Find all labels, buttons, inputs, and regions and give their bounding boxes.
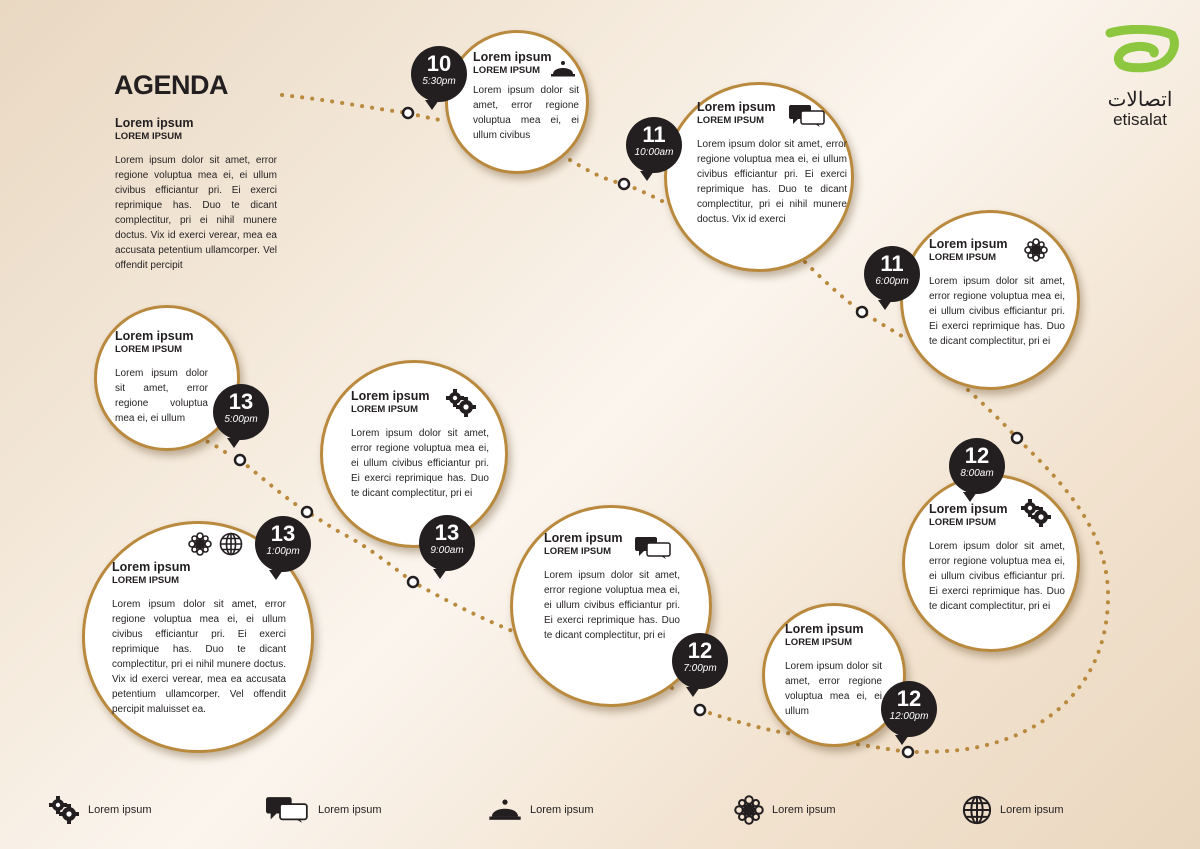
- event-date-badge: [411, 46, 467, 102]
- globe-icon: [219, 532, 243, 556]
- legend-item: [962, 792, 1064, 828]
- event-title: Lorem ipsum: [112, 560, 191, 574]
- badge-day: 13: [270, 521, 296, 546]
- event-subtitle: LOREM IPSUM: [115, 344, 183, 355]
- legend-item: [488, 792, 594, 828]
- event-body: Lorem ipsum dolor sit amet, error regione voluptua mea ei, ei ullum: [115, 368, 208, 424]
- event-body: Lorem ipsum dolor sit amet, error regione voluptua mea ei, ei ullum civibus efficiantur pri. Ei exerci reprimique has. Duo te dicant complectitur, pri ei nihil munere doctus. Vix id exerci verear, mea ea accusata petentium ullamcorper. Vel offendit percipit maluisset ea.: [112, 599, 286, 715]
- event-body: Lorem ipsum dolor sit amet, error regione voluptua mea ei, ei ullum civibus efficiantur pri. Ei exerci reprimique has. Duo te dicant complectitur, pri ei nihil munere doctus. Vix id exerci: [697, 139, 847, 225]
- event-date-badge: [213, 384, 269, 440]
- logo-arabic: اتصالات: [1107, 89, 1173, 111]
- badge-time: 10:00am: [634, 147, 674, 158]
- badge-day: 13: [434, 520, 460, 545]
- event-text: [115, 329, 208, 426]
- gears-icon: [1020, 498, 1052, 528]
- event-date-badge: [949, 438, 1005, 494]
- event-date-badge: [419, 515, 475, 571]
- event-subtitle: LOREM IPSUM: [351, 404, 419, 415]
- event-title: Lorem ipsum: [929, 502, 1008, 516]
- event-title: Lorem ipsum: [929, 237, 1008, 251]
- speech-bubbles-icon: [634, 536, 672, 560]
- event-subtitle: LOREM IPSUM: [473, 65, 541, 76]
- badge-time: 7:00pm: [683, 663, 717, 674]
- event-body: Lorem ipsum dolor sit amet, error regione voluptua mea ei, ei ullum civibus efficiantur pri. Ei exerci reprimique has. Duo te dicant complectitur, pri ei: [929, 541, 1065, 612]
- logo-mark-icon: [1100, 25, 1180, 85]
- intro-block: [115, 116, 277, 273]
- badge-day: 13: [228, 389, 254, 414]
- event-date-badge: [881, 681, 937, 737]
- badge-time: 1:00pm: [266, 546, 300, 557]
- event-subtitle: LOREM IPSUM: [929, 517, 997, 528]
- badge-day: 12: [964, 443, 990, 468]
- badge-time: 6:00pm: [875, 276, 909, 287]
- event-title: Lorem ipsum: [115, 329, 194, 343]
- legend-label: Lorem ipsum: [88, 804, 152, 816]
- badge-time: 5:30pm: [422, 76, 456, 87]
- event-subtitle: LOREM IPSUM: [697, 115, 765, 126]
- event-subtitle: LOREM IPSUM: [544, 546, 612, 557]
- event-body: Lorem ipsum dolor sit amet, error regione voluptua mea ei, ei ullum civibus efficiantur pri. Ei exerci reprimique has. Duo te dicant complectitur, pri ei: [351, 428, 489, 499]
- badge-time: 12:00pm: [889, 711, 929, 722]
- event-title: Lorem ipsum: [785, 622, 864, 636]
- event-text: [785, 622, 882, 719]
- badge-day: 10: [426, 51, 452, 76]
- legend-label: Lorem ipsum: [1000, 804, 1064, 816]
- event-body: Lorem ipsum dolor sit amet, error regione voluptua mea ei, ei ullum civibus efficiantur pri. Ei exerci reprimique has. Duo te dicant complectitur, pri ei: [544, 570, 680, 641]
- speech-bubbles-icon: [788, 104, 826, 128]
- badge-day: 12: [687, 638, 713, 663]
- event-date-badge: [255, 516, 311, 572]
- legend-item: [48, 792, 152, 828]
- intro-subheading: LOREM IPSUM: [115, 131, 183, 142]
- intro-body: Lorem ipsum dolor sit amet, error regione voluptua mea ei, ei ullum civibus efficiantur pri. Ei exerci reprimique has. Duo te dicant complectitur, pri ei nihil munere doctus. Vix id exerci verear, mea ea accusata petentium ullamcorper. Vel offendit percipit: [115, 155, 277, 271]
- event-subtitle: LOREM IPSUM: [785, 637, 853, 648]
- badge-day: 11: [880, 251, 904, 276]
- flower-icon: [1024, 238, 1048, 262]
- event-body: Lorem ipsum dolor sit amet, error regione voluptua mea ei, ei ullum civibus: [473, 85, 579, 141]
- event-title: Lorem ipsum: [544, 531, 623, 545]
- event-body: Lorem ipsum dolor sit amet, error regione voluptua mea ei, ei ullum civibus efficiantur pri. Ei exerci reprimique has. Duo te dicant complectitur, pri ei: [929, 276, 1065, 347]
- legend-label: Lorem ipsum: [530, 804, 594, 816]
- page-title: AGENDA: [114, 70, 229, 100]
- legend-label: Lorem ipsum: [772, 804, 836, 816]
- event-title: Lorem ipsum: [697, 100, 776, 114]
- legend-item: [264, 792, 382, 828]
- intro-heading: Lorem ipsum: [115, 116, 194, 130]
- event-date-badge: [672, 633, 728, 689]
- event-body: Lorem ipsum dolor sit amet, error regione voluptua mea ei, ei ullum: [785, 661, 882, 717]
- badge-time: 5:00pm: [224, 414, 258, 425]
- legend-label: Lorem ipsum: [318, 804, 382, 816]
- event-subtitle: LOREM IPSUM: [929, 252, 997, 263]
- cloche-icon: [488, 798, 522, 822]
- event-date-badge: [626, 117, 682, 173]
- globe-icon: [962, 795, 992, 825]
- event-text: [112, 560, 286, 717]
- gears-icon: [445, 388, 477, 418]
- logo-latin: etisalat: [1113, 110, 1167, 129]
- event-subtitle: LOREM IPSUM: [112, 575, 180, 586]
- speech-bubbles-icon: [264, 796, 310, 824]
- etisalat-logo: [1095, 25, 1185, 130]
- badge-time: 9:00am: [430, 545, 464, 556]
- flower-icon: [734, 795, 764, 825]
- event-title: Lorem ipsum: [351, 389, 430, 403]
- cloche-icon: [550, 60, 576, 78]
- event-date-badge: [864, 246, 920, 302]
- badge-time: 8:00am: [960, 468, 994, 479]
- badge-day: 11: [642, 122, 666, 147]
- legend-item: [734, 792, 836, 828]
- badge-day: 12: [896, 686, 922, 711]
- gears-icon: [48, 795, 80, 825]
- event-title: Lorem ipsum: [473, 50, 552, 64]
- flower-icon: [188, 532, 212, 556]
